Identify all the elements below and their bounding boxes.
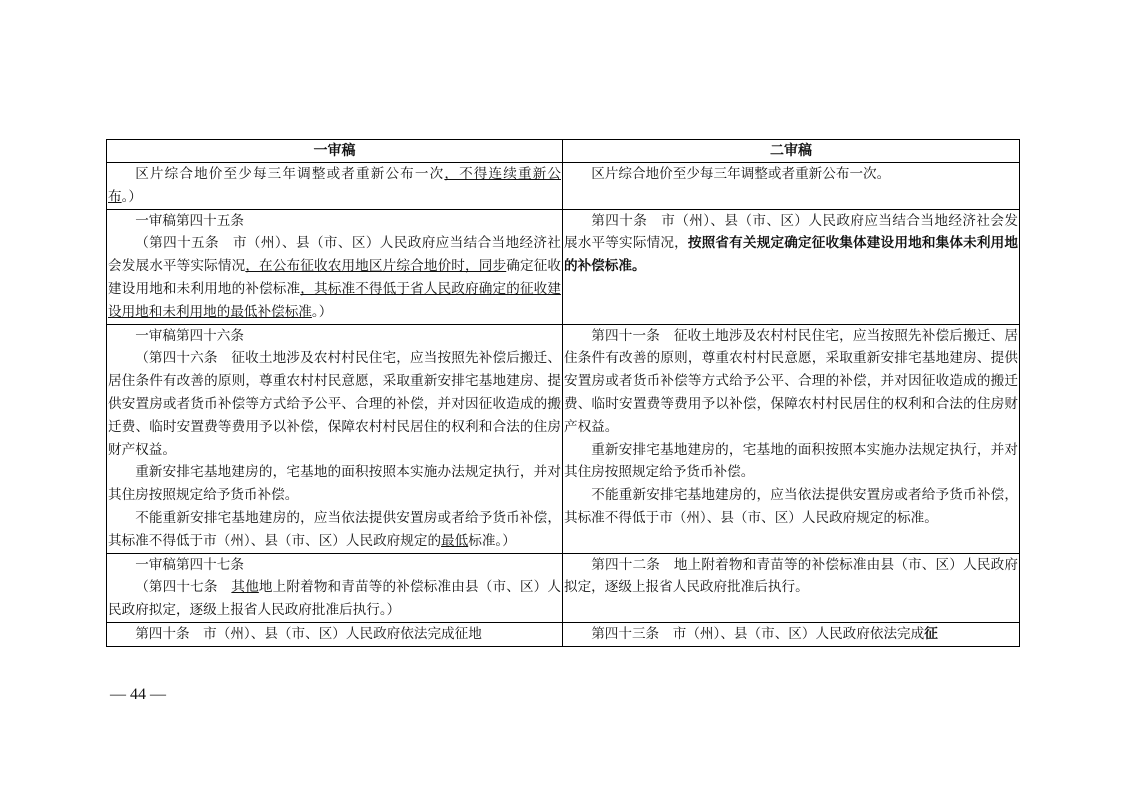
second-draft-cell (563, 324, 1020, 553)
paragraph (564, 484, 1018, 530)
text-run: （第四十六条 征收土地涉及农村村民住宅，应当按照先补偿后搬迁、居住条件有改善的原则，尊重农村村民意愿，采取重新安排宅基地建房、提供安置房或者货币补偿等方式给予公平、合理的补偿，并对因征收造成的搬迁费、临时安置费等费用予以补偿，保障农村村民居住的权利和合法的住房财产权益。 (108, 350, 561, 458)
first-draft-cell (107, 163, 563, 210)
table-body (107, 163, 1020, 647)
paragraph (108, 576, 561, 622)
text-run: 重新安排宅基地建房的，宅基地的面积按照本实施办法规定执行，并对其住房按照规定给予货币补偿。 (108, 464, 561, 504)
bold-text: 征 (924, 625, 938, 642)
column-header-first-draft: 一审稿 (107, 140, 563, 163)
paragraph (108, 507, 561, 553)
underlined-text: ，其标准不得低于省人民政府确定的征收建设用地和未利用地的最低补偿标准 (108, 280, 562, 320)
second-draft-cell (563, 209, 1020, 324)
underlined-text: 其他 (231, 579, 259, 596)
paragraph (564, 210, 1018, 278)
paragraph (108, 325, 561, 348)
underlined-text: ，不得连续重新公布 (108, 166, 562, 205)
paragraph (108, 461, 561, 507)
first-draft-cell (107, 622, 563, 646)
first-draft-cell (107, 553, 563, 622)
underlined-text: ，在公布征收农用地区片综合地价时，同步 (245, 258, 507, 275)
text-run: 不能重新安排宅基地建房的，应当依法提供安置房或者给予货币补偿，其标准不得低于市（州）、县（市、区）人民政府规定的标准。 (564, 487, 1018, 526)
paragraph (564, 163, 1018, 186)
paragraph (108, 163, 561, 209)
bold-text: 按照省有关规定确定征收集体建设用地和集体未利用地的补偿标准。 (564, 235, 1019, 275)
paragraph (564, 554, 1018, 600)
text-run: 一审稿第四十六条 (135, 327, 244, 344)
paragraph (564, 623, 1018, 646)
paragraph (564, 325, 1018, 439)
paragraph (564, 439, 1018, 485)
text-run: 第四十二条 地上附着物和青苗等的补偿标准由县（市、区）人民政府拟定，逐级上报省人民政府批准后执行。 (564, 556, 1018, 596)
text-run: 区片综合地价至少每三年调整或者重新公布一次 (135, 166, 445, 182)
text-run: 第四十条 市（州）、县（市、区）人民政府应当结合当地经济社会发展水平等实际情况， (564, 212, 1018, 252)
column-header-second-draft: 二审稿 (563, 140, 1020, 163)
text-run: （第四十五条 市（州）、县（市、区）人民政府应当结合当地经济社会发展水平等实际情况 (108, 235, 561, 275)
second-draft-cell (563, 163, 1020, 210)
text-run: 地上附着物和青苗等的补偿标准由县（市、区）人民政府拟定，逐级上报省人民政府批准后执行。） (108, 579, 562, 619)
text-run: 一审稿第四十七条 (135, 556, 244, 573)
text-run: 第四十条 市（州）、县（市、区）人民政府依法完成征地 (135, 625, 482, 642)
paragraph (108, 554, 561, 577)
text-run: （第四十七条 (135, 579, 232, 596)
text-run: 一审稿第四十五条 (135, 212, 244, 229)
second-draft-cell (563, 553, 1020, 622)
table-row (107, 209, 1020, 324)
text-run: 不能重新安排宅基地建房的，应当依法提供安置房或者给予货币补偿，其标准不得低于市（州）、县（市、区）人民政府规定的 (108, 509, 561, 549)
text-run: 。） (311, 303, 333, 320)
table-row (107, 324, 1020, 553)
text-run: 重新安排宅基地建房的，宅基地的面积按照本实施办法规定执行，并对其住房按照规定给予货币补偿。 (564, 441, 1018, 481)
first-draft-cell (107, 209, 563, 324)
text-run: 第四十三条 市（州）、县（市、区）人民政府依法完成 (591, 625, 925, 642)
comparison-table (106, 139, 1020, 647)
first-draft-cell (107, 324, 563, 553)
table-row (107, 622, 1020, 646)
underlined-text: 最低 (441, 532, 469, 549)
page-number: — 44 — (110, 686, 166, 703)
table-header-row (107, 140, 1020, 163)
text-run: 。） (121, 188, 142, 205)
paragraph (108, 232, 561, 323)
paragraph (108, 623, 561, 646)
text-run: 第四十一条 征收土地涉及农村村民住宅，应当按照先补偿后搬迁、居住条件有改善的原则，尊重农村村民意愿，采取重新安排宅基地建房、提供安置房或者货币补偿等方式给予公平、合理的补偿，并对因征收造成的搬迁费、临时安置费等费用予以补偿，保障农村村民居住的权利和合法的住房财产权益。 (564, 327, 1018, 435)
second-draft-cell (563, 622, 1020, 646)
text-run: 区片综合地价至少每三年调整或者重新公布一次。 (591, 166, 891, 182)
paragraph (108, 210, 561, 233)
table-row (107, 163, 1020, 210)
text-run: 标准。） (468, 532, 516, 549)
table-row (107, 553, 1020, 622)
paragraph (108, 347, 561, 461)
text-run: 确定征收建设用地和未利用地的补偿标准 (108, 258, 562, 297)
